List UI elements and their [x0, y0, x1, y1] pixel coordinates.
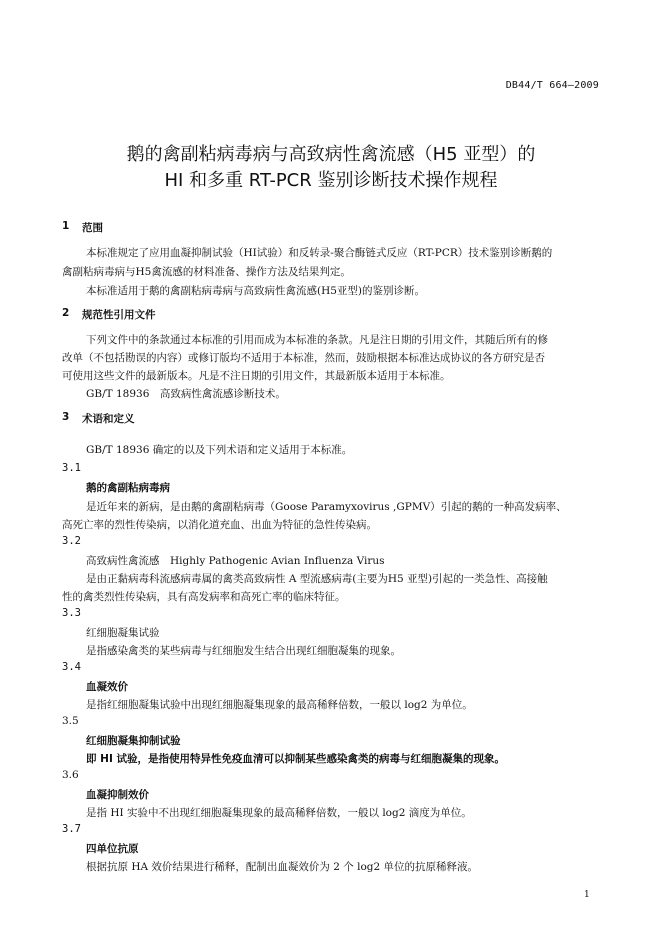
section-1-paragraph-line: 本标准规定了应用血凝抑制试验（HI试验）和反转录-聚合酶链式反应（RT-PCR）技术鉴别诊断鹅的	[86, 247, 553, 259]
section-2-paragraph-line: 可使用这些文件的最新版本。凡是不注日期的引用文件，其最新版本适用于本标准。	[62, 370, 451, 382]
term-title: 红细胞凝集抑制试验	[86, 735, 181, 747]
term-definition: 是指感染禽类的某些病毒与红细胞发生结合出现红细胞凝集的现象。	[86, 645, 401, 657]
term-number: 3.1	[62, 462, 81, 474]
term-number: 3.3	[62, 607, 81, 619]
section-1-paragraph: 本标准适用于鹅的禽副粘病毒病与高致病性禽流感(H5亚型)的鉴别诊断。	[86, 285, 426, 297]
term-number: 3.4	[62, 661, 81, 673]
term-definition: 根据抗原 HA 效价结果进行稀释，配制出血凝效价为 2 个 log2 单位的抗原稀释液。	[86, 861, 479, 873]
section-1-paragraph-line: 禽副粘病毒病与H5禽流感的材料准备、操作方法及结果判定。	[62, 266, 351, 278]
section-2-paragraph-line: 下列文件中的条款通过本标准的引用而成为本标准的条款。凡是注日期的引用文件，其随后所有的修	[86, 334, 548, 346]
term-title: 鹅的禽副粘病毒病	[86, 482, 170, 494]
term-definition: 是指 HI 实验中不出现红细胞凝集现象的最高稀释倍数，一般以 log2 滴度为单位。	[86, 807, 472, 819]
term-definition: 即 HI 试验，是指使用特异性免疫血清可以抑制某些感染禽类的病毒与红细胞凝集的现象。	[86, 753, 506, 765]
section-2-number: 2	[62, 307, 70, 319]
standard-number: DB44/T 664—2009	[505, 80, 599, 91]
normative-reference: GB/T 18936 高致病性禽流感诊断技术。	[86, 388, 286, 400]
section-2-heading: 规范性引用文件	[82, 309, 156, 321]
term-definition-line: 是由正黏病毒科流感病毒属的禽类高致病性 A 型流感病毒(主要为H5 亚型)引起的一类急性、高接触	[86, 573, 548, 585]
term-definition-line: 性的禽类烈性传染病，具有高发病率和高死亡率的临床特征。	[62, 591, 346, 603]
term-definition-line: 是近年来的新病，是由鹅的禽副粘病毒（Goose Paramyxovirus ,GPMV）引起的鹅的一种高发病率、	[86, 501, 567, 513]
section-3-heading: 术语和定义	[82, 413, 135, 425]
term-title: 四单位抗原	[86, 843, 139, 855]
term-title: 红细胞凝集试验	[86, 627, 160, 639]
term-title: 高致病性禽流感 Highly Pathogenic Avian Influenza Virus	[86, 555, 385, 567]
term-definition: 是指红细胞凝集试验中出现红细胞凝集现象的最高稀释倍数，一般以 log2 为单位。	[86, 699, 473, 711]
page-number: 1	[584, 890, 590, 900]
term-number: 3.2	[62, 535, 81, 547]
section-3-intro: GB/T 18936 确定的以及下列术语和定义适用于本标准。	[86, 444, 353, 456]
term-title: 血凝效价	[86, 681, 128, 693]
document-title-line1: 鹅的禽副粘病毒病与高致病性禽流感（H5 亚型）的	[126, 144, 536, 165]
term-definition-line: 高死亡率的烈性传染病，以消化道充血、出血为特征的急性传染病。	[62, 519, 377, 531]
section-3-number: 3	[62, 411, 70, 423]
document-title-line2: HI 和多重 RT-PCR 鉴别诊断技术操作规程	[164, 170, 498, 191]
term-title: 血凝抑制效价	[86, 789, 149, 801]
section-1-heading: 范围	[82, 222, 103, 234]
section-2-paragraph-line: 改单（不包括勘误的内容）或修订版均不适用于本标准，然而，鼓励根据本标准达成协议的各方研究是否	[62, 352, 545, 364]
term-number: 3.5	[62, 715, 79, 727]
term-number: 3.7	[62, 823, 81, 835]
term-number: 3.6	[62, 769, 79, 781]
section-1-number: 1	[62, 220, 70, 232]
